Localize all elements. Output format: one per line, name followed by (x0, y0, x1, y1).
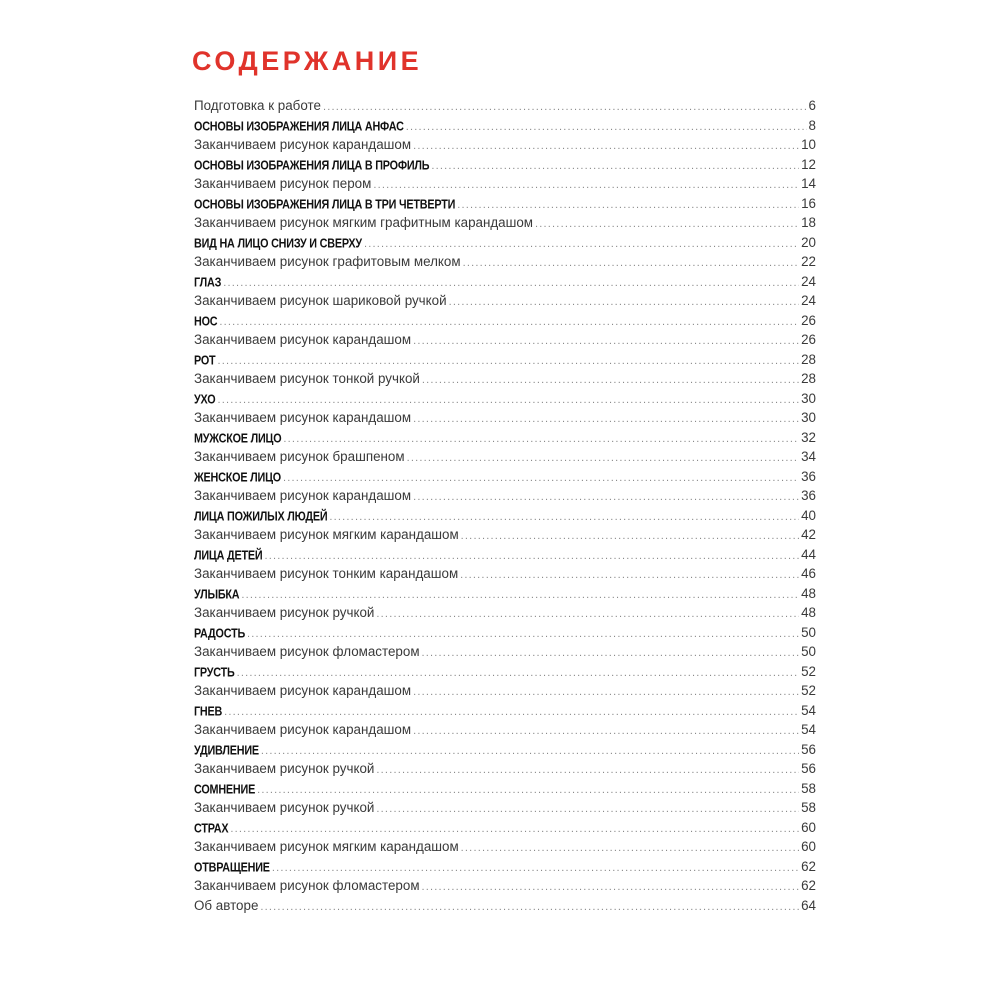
toc-section-entry[interactable] (194, 428, 816, 448)
toc-entry-label: Заканчиваем рисунок фломастером (194, 878, 420, 893)
toc-entry-label: СОМНЕНИЕ (194, 782, 256, 797)
toc-page-number: 62 (801, 878, 816, 893)
toc-section-entry[interactable] (194, 545, 816, 565)
toc-page-number: 60 (801, 839, 816, 854)
toc-entry[interactable] (194, 135, 816, 155)
toc-page-number: 50 (801, 644, 816, 659)
toc-page-number: 24 (801, 293, 816, 308)
toc-entry-label: Заканчиваем рисунок мягким карандашом (194, 527, 459, 542)
dot-leader (283, 469, 799, 487)
toc-page-number: 52 (801, 683, 816, 698)
toc-page-number: 34 (801, 449, 816, 464)
toc-entry[interactable] (194, 291, 816, 311)
toc-entry-label: ЖЕНСКОЕ ЛИЦО (194, 470, 281, 485)
toc-entry-label: Заканчиваем рисунок карандашом (194, 137, 412, 152)
dot-leader (461, 527, 799, 545)
dot-leader (272, 859, 799, 877)
toc-entry[interactable] (194, 408, 816, 428)
toc-entry-label: Заканчиваем рисунок карандашом (194, 683, 412, 698)
dot-leader (261, 742, 799, 760)
toc-page-number: 40 (801, 507, 816, 523)
dot-leader (237, 664, 800, 682)
dot-leader (535, 215, 799, 233)
toc-entry[interactable] (194, 720, 816, 740)
toc-page-number: 48 (801, 585, 816, 601)
toc-entry-label: Заканчиваем рисунок ручкой (194, 761, 375, 776)
toc-entry-label: Заканчиваем рисунок карандашом (194, 722, 412, 737)
dot-leader (431, 157, 799, 175)
toc-page-number: 54 (801, 702, 816, 718)
dot-leader (223, 274, 799, 292)
dot-leader (406, 118, 807, 136)
toc-entry[interactable] (194, 96, 816, 116)
dot-leader (422, 878, 800, 896)
toc-page-number: 44 (801, 546, 816, 562)
toc-entry-label: УЛЫБКА (194, 587, 240, 602)
toc-page-number: 16 (801, 195, 816, 211)
toc-section-entry[interactable] (194, 116, 816, 136)
dot-leader (323, 98, 807, 116)
dot-leader (373, 176, 799, 194)
toc-page-number: 28 (801, 371, 816, 386)
dot-leader (461, 839, 799, 857)
dot-leader (422, 644, 800, 662)
toc-section-entry[interactable] (194, 623, 816, 643)
toc-section-entry[interactable] (194, 701, 816, 721)
toc-entry-label: Об авторе (194, 897, 259, 913)
toc-section-entry[interactable] (194, 740, 816, 760)
dot-leader (457, 196, 799, 214)
toc-entry[interactable] (194, 564, 816, 584)
dot-leader (449, 293, 799, 311)
toc-section-entry[interactable] (194, 857, 816, 877)
dot-leader (463, 254, 800, 272)
dot-leader (230, 820, 799, 838)
toc-section-entry[interactable] (194, 779, 816, 799)
toc-page-number: 26 (801, 312, 816, 328)
toc-entry[interactable] (194, 681, 816, 701)
toc-entry-label: РОТ (194, 353, 216, 368)
toc-entry-label: Заканчиваем рисунок карандашом (194, 332, 412, 347)
toc-entry-label: Заканчиваем рисунок мягким карандашом (194, 839, 459, 854)
toc-entry-label: Заканчиваем рисунок пером (194, 176, 372, 191)
toc-entry-label: ВИД НА ЛИЦО СНИЗУ И СВЕРХУ (194, 236, 362, 251)
toc-page-number: 12 (801, 156, 816, 172)
toc-page-number: 6 (808, 98, 816, 113)
dot-leader (413, 683, 799, 701)
toc-page-number: 64 (801, 897, 816, 913)
toc-entry-label: ОТВРАЩЕНИЕ (194, 860, 270, 875)
dot-leader (413, 410, 799, 428)
toc-entry-label: МУЖСКОЕ ЛИЦО (194, 431, 282, 446)
toc-section-entry[interactable] (194, 155, 816, 175)
toc-page-number: 58 (801, 800, 816, 815)
toc-entry-label: ЛИЦА ДЕТЕЙ (194, 548, 263, 563)
toc-page-number: 30 (801, 390, 816, 406)
toc-entry[interactable] (194, 252, 816, 272)
toc-entry-label: Заканчиваем рисунок графитовым мелком (194, 254, 461, 269)
toc-entry-label: ЛИЦА ПОЖИЛЫХ ЛЮДЕЙ (194, 509, 328, 524)
toc-page-number: 46 (801, 566, 816, 581)
toc-entry-label: Заканчиваем рисунок ручкой (194, 800, 375, 815)
toc-page-number: 56 (801, 741, 816, 757)
toc-page-number: 30 (801, 410, 816, 425)
dot-leader (376, 605, 799, 623)
toc-entry-label: ГРУСТЬ (194, 665, 235, 680)
dot-leader (247, 625, 799, 643)
toc-page-number: 22 (801, 254, 816, 269)
toc-entry-label: ГЛАЗ (194, 275, 222, 290)
toc-section-entry[interactable] (194, 311, 816, 331)
toc-entry-label: ОСНОВЫ ИЗОБРАЖЕНИЯ ЛИЦА АНФАС (194, 119, 404, 134)
toc-entry[interactable] (194, 759, 816, 779)
toc-entry-label: Подготовка к работе (194, 98, 321, 113)
toc-section-entry[interactable] (194, 194, 816, 214)
toc-entry-label: ОСНОВЫ ИЗОБРАЖЕНИЯ ЛИЦА В ПРОФИЛЬ (194, 158, 430, 173)
toc-page-number: 48 (801, 605, 816, 620)
toc-section-entry[interactable] (194, 818, 816, 838)
dot-leader (264, 547, 799, 565)
toc-page-number: 56 (801, 761, 816, 776)
dot-leader (217, 352, 799, 370)
toc-entry-label: Заканчиваем рисунок ручкой (194, 605, 375, 620)
toc-entry[interactable] (194, 642, 816, 662)
dot-leader (364, 235, 799, 253)
toc-entry-label: Заканчиваем рисунок мягким графитным карандашом (194, 215, 534, 230)
dot-leader (407, 449, 800, 467)
dot-leader (460, 566, 799, 584)
toc-entry[interactable] (194, 486, 816, 506)
toc-page-number: 36 (801, 468, 816, 484)
toc-page-number: 62 (801, 858, 816, 874)
toc-page-number: 18 (801, 215, 816, 230)
toc-page-number: 28 (801, 351, 816, 367)
toc-page-number: 20 (801, 234, 816, 250)
toc-page-number: 8 (808, 117, 816, 133)
toc-page-number: 10 (801, 137, 816, 152)
toc-page-number: 60 (801, 819, 816, 835)
toc-entry-label: СТРАХ (194, 821, 229, 836)
toc-section-entry[interactable] (194, 662, 816, 682)
toc-entry[interactable] (194, 798, 816, 818)
dot-leader (413, 488, 799, 506)
toc-page-number: 42 (801, 527, 816, 542)
toc-entry-label: НОС (194, 314, 218, 329)
dot-leader (283, 430, 799, 448)
dot-leader (217, 391, 799, 409)
toc-entry-label: Заканчиваем рисунок карандашом (194, 410, 412, 425)
toc-entry[interactable] (194, 896, 816, 916)
toc-entry[interactable] (194, 330, 816, 350)
toc-entry[interactable] (194, 447, 816, 467)
toc-section-entry[interactable] (194, 233, 816, 253)
toc-entry-label: Заканчиваем рисунок тонкой ручкой (194, 371, 420, 386)
toc-page-number: 26 (801, 332, 816, 347)
toc-entry-label: Заканчиваем рисунок карандашом (194, 488, 412, 503)
toc-entry-label: РАДОСТЬ (194, 626, 246, 641)
toc-entry[interactable] (194, 174, 816, 194)
toc-entry-label: Заканчиваем рисунок тонким карандашом (194, 566, 459, 581)
toc-page-number: 24 (801, 273, 816, 289)
table-of-contents (194, 96, 816, 915)
dot-leader (376, 761, 799, 779)
toc-entry-label: Заканчиваем рисунок брашпеном (194, 449, 405, 464)
toc-entry-label: ГНЕВ (194, 704, 223, 719)
dot-leader (413, 332, 799, 350)
dot-leader (376, 800, 799, 818)
toc-entry-label: УДИВЛЕНИЕ (194, 743, 259, 758)
dot-leader (422, 371, 799, 389)
toc-section-entry[interactable] (194, 272, 816, 292)
toc-entry[interactable] (194, 369, 816, 389)
toc-entry[interactable] (194, 837, 816, 857)
dot-leader (260, 898, 799, 916)
toc-page-number: 36 (801, 488, 816, 503)
dot-leader (329, 508, 799, 526)
toc-section-entry[interactable] (194, 389, 816, 409)
dot-leader (257, 781, 799, 799)
toc-section-entry[interactable] (194, 584, 816, 604)
toc-page-number: 14 (801, 176, 816, 191)
dot-leader (241, 586, 799, 604)
dot-leader (219, 313, 799, 331)
toc-page-number: 50 (801, 624, 816, 640)
toc-entry-label: Заканчиваем рисунок фломастером (194, 644, 420, 659)
toc-page-number: 32 (801, 429, 816, 445)
dot-leader (224, 703, 799, 721)
toc-entry[interactable] (194, 525, 816, 545)
page-title: СОДЕРЖАНИЕ (192, 46, 423, 77)
toc-entry-label: УХО (194, 392, 216, 407)
toc-page-number: 54 (801, 722, 816, 737)
toc-entry[interactable] (194, 876, 816, 896)
toc-entry[interactable] (194, 213, 816, 233)
toc-entry-label: Заканчиваем рисунок шариковой ручкой (194, 293, 447, 308)
toc-page-number: 58 (801, 780, 816, 796)
toc-section-entry[interactable] (194, 467, 816, 487)
toc-entry-label: ОСНОВЫ ИЗОБРАЖЕНИЯ ЛИЦА В ТРИ ЧЕТВЕРТИ (194, 197, 456, 212)
dot-leader (413, 137, 799, 155)
toc-section-entry[interactable] (194, 350, 816, 370)
toc-entry[interactable] (194, 603, 816, 623)
toc-page-number: 52 (801, 663, 816, 679)
dot-leader (413, 722, 799, 740)
toc-section-entry[interactable] (194, 506, 816, 526)
